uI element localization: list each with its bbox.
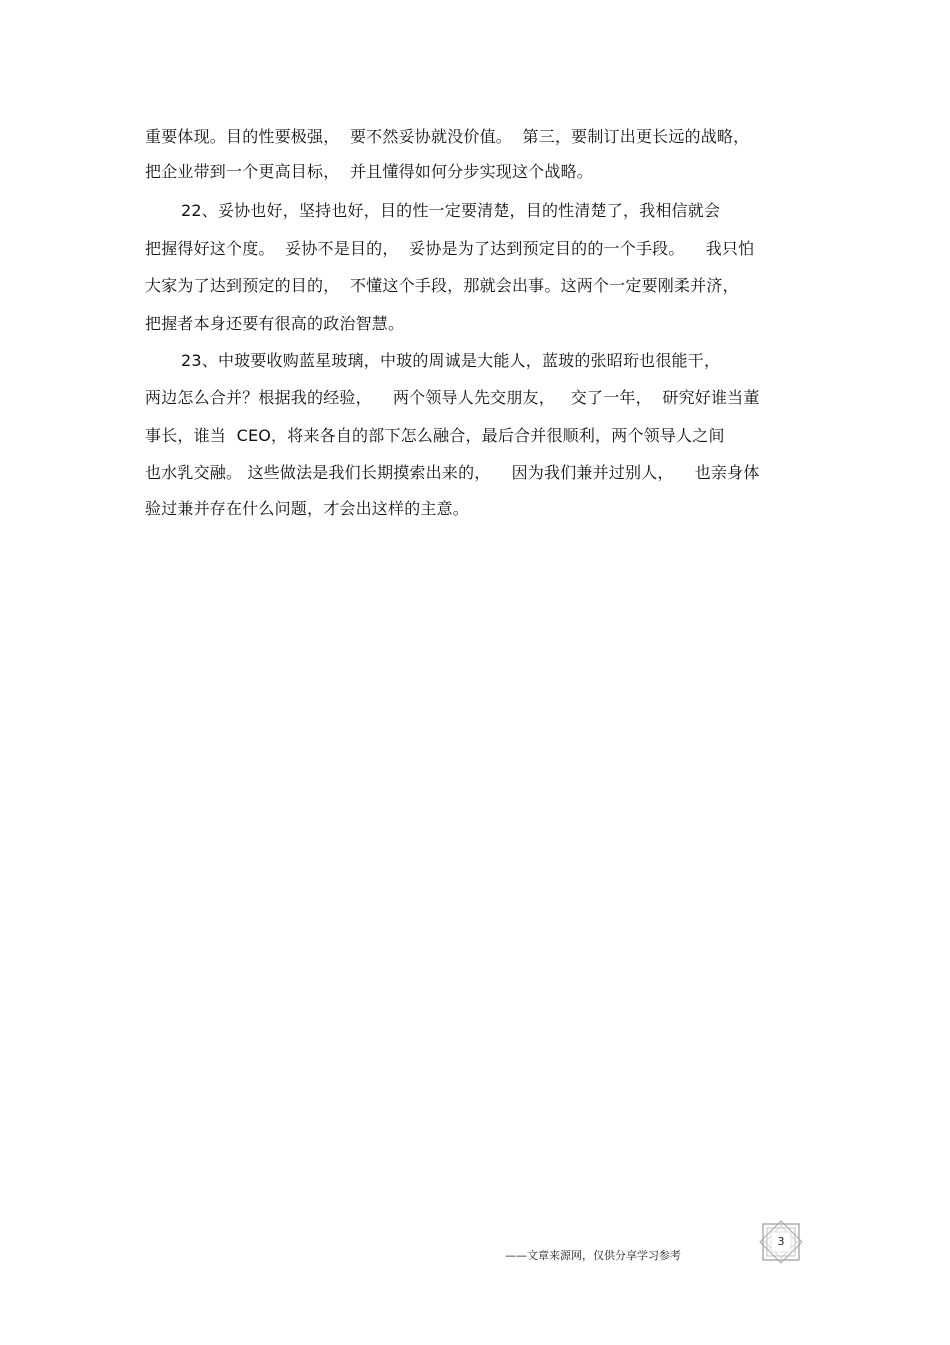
page-number: 3 (777, 1235, 785, 1248)
paragraph-3-line-5: 验过兼并存在什么问题，才会出这样的主意。 (145, 499, 470, 518)
paragraph-3-line-3: 事长，谁当 CEO，将来各自的部下怎么融合，最后合并很顺利，两个领导人之间 (145, 426, 725, 445)
paragraph-2-line-1: 22、妥协也好，坚持也好，目的性一定要清楚，目的性清楚了，我相信就会 (181, 201, 721, 220)
paragraph-2-line-4: 把握者本身还要有很高的政治智慧。 (145, 314, 405, 333)
paragraph-2-line-3: 大家为了达到预定的目的， 不懂这个手段，那就会出事。这两个一定要刚柔并济， (145, 276, 739, 295)
footer-source-note: ——文章来源网，仅供分享学习参考 (505, 1249, 681, 1262)
paragraph-3-line-1: 23、中玻要收购蓝星玻璃，中玻的周诚是大能人，蓝玻的张昭珩也很能干， (181, 351, 721, 370)
paragraph-1-line-2: 把企业带到一个更高目标， 并且懂得如何分步实现这个战略。 (145, 162, 593, 181)
paragraph-3-line-2: 两边怎么合并？根据我的经验， 两个领导人先交朋友， 交了一年， 研究好谁当董 (145, 388, 760, 407)
paragraph-2-line-2: 把握得好这个度。 妥协不是目的， 妥协是为了达到预定目的的一个手段。 我只怕 (145, 239, 755, 258)
page-number-badge (758, 1220, 804, 1264)
paragraph-3-line-4: 也水乳交融。 这些做法是我们长期摸索出来的， 因为我们兼并过别人， 也亲身体 (145, 463, 760, 482)
paragraph-1-line-1: 重要体现。目的性要极强， 要不然妥协就没价值。 第三，要制订出更长远的战略， (145, 127, 750, 146)
